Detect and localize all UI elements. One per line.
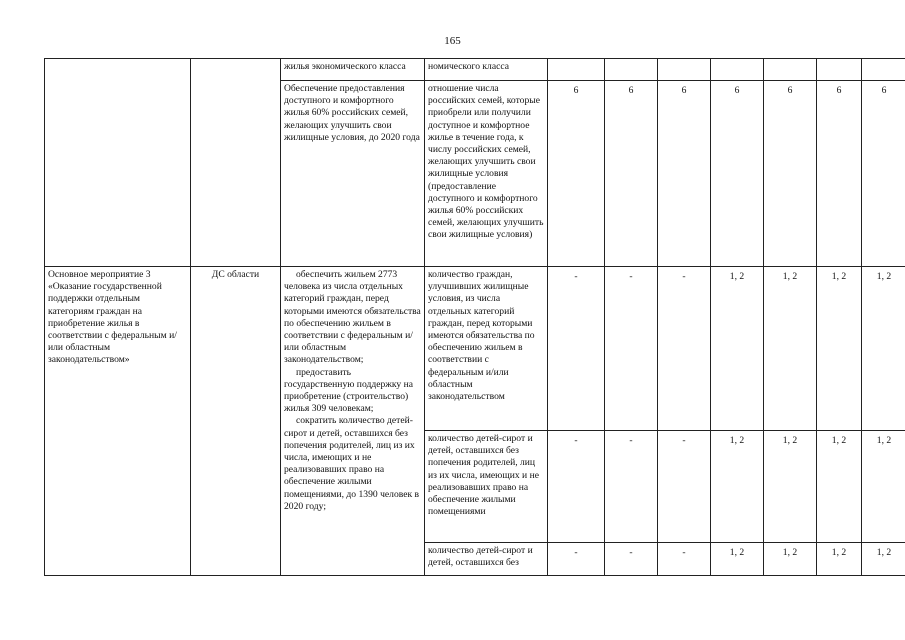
value-cell <box>711 59 764 81</box>
value-cell: - <box>605 543 658 576</box>
program-table <box>44 58 905 576</box>
value-cell: 6 <box>817 81 862 267</box>
task-item: обеспечить жильем 2773 человека из числа отдельных категорий граждан, перед которыми имеются обязательства по обеспечению жильем в соответствии с федеральным и/или областным законодательством; <box>284 269 421 366</box>
value-cell: - <box>605 267 658 431</box>
tasks-cell <box>281 267 425 576</box>
value-cell: 1, 2 <box>764 267 817 431</box>
value-cell <box>658 59 711 81</box>
value-cell: 1, 2 <box>817 543 862 576</box>
value-cell: - <box>658 543 711 576</box>
task-item: предоставить государственную поддержку на приобретение (строительство) жилья 309 человекам; <box>284 366 414 415</box>
value-cell: - <box>658 431 711 543</box>
value-cell: 1, 2 <box>817 267 862 431</box>
indicator-cell: количество детей-сирот и детей, оставшихся без <box>425 543 548 576</box>
value-cell: 6 <box>711 81 764 267</box>
value-cell: 1, 2 <box>862 267 905 431</box>
indicator-cell: количество граждан, улучшивших жилищные условия, из числа отдельных категорий граждан, перед которыми имеются обязательства по обеспечению жильем в соответствии с федеральным и/или областным законодательством <box>425 267 548 431</box>
value-cell: 1, 2 <box>862 543 905 576</box>
value-cell: - <box>658 267 711 431</box>
value-cell: 1, 2 <box>711 431 764 543</box>
value-cell <box>605 59 658 81</box>
task-item: сократить количество детей-сирот и детей, оставшихся без попечения родителей, лиц из их числа, имеющих и не реализовавших право на обеспечение жилыми помещениями, до 1390 человек в 2020 году; <box>284 415 420 512</box>
value-cell: 1, 2 <box>711 543 764 576</box>
executor-cell: ДС области <box>191 267 281 576</box>
value-cell <box>548 59 605 81</box>
measure-name-cell: Основное мероприятие 3 «Оказание государственной поддержки отдельным категориям граждан на приобретение жилья в соответствии с федеральным и/или областным законодательством» <box>45 267 191 576</box>
indicator-cell: номического класса <box>425 59 548 81</box>
task-cell: Обеспечение предоставления доступного и комфортного жилья 60% российских семей, желающих улучшить свои жилищные условия, до 2020 года <box>281 81 425 267</box>
measure-cell-empty <box>45 59 191 267</box>
value-cell <box>764 59 817 81</box>
indicator-cell: количество детей-сирот и детей, оставшихся без попечения родителей, лиц из их числа, имеющих и не реализовавших право на обеспечение жилыми помещениями <box>425 431 548 543</box>
table-row <box>45 267 905 431</box>
value-cell: 6 <box>548 81 605 267</box>
value-cell: 6 <box>605 81 658 267</box>
page-number: 165 <box>444 35 461 47</box>
table-row <box>45 59 905 81</box>
value-cell: 1, 2 <box>711 267 764 431</box>
value-cell <box>862 59 905 81</box>
value-cell: 1, 2 <box>764 431 817 543</box>
value-cell <box>817 59 862 81</box>
value-cell: 6 <box>658 81 711 267</box>
task-cell: жилья экономического класса <box>281 59 425 81</box>
value-cell: 1, 2 <box>817 431 862 543</box>
value-cell: - <box>548 543 605 576</box>
value-cell: - <box>548 267 605 431</box>
value-cell: - <box>548 431 605 543</box>
value-cell: 1, 2 <box>862 431 905 543</box>
indicator-cell: отношение числа российских семей, которые приобрели или получили доступное и комфортное жилье в течение года, к числу российских семей, желающих улучшить свои жилищные условия (предоставление доступного и комфортного жилья 60% российских семей, желающих улучшить свои жилищные условия) <box>425 81 548 267</box>
value-cell: 6 <box>764 81 817 267</box>
value-cell: - <box>605 431 658 543</box>
executor-cell-empty <box>191 59 281 267</box>
value-cell: 1, 2 <box>764 543 817 576</box>
value-cell: 6 <box>862 81 905 267</box>
